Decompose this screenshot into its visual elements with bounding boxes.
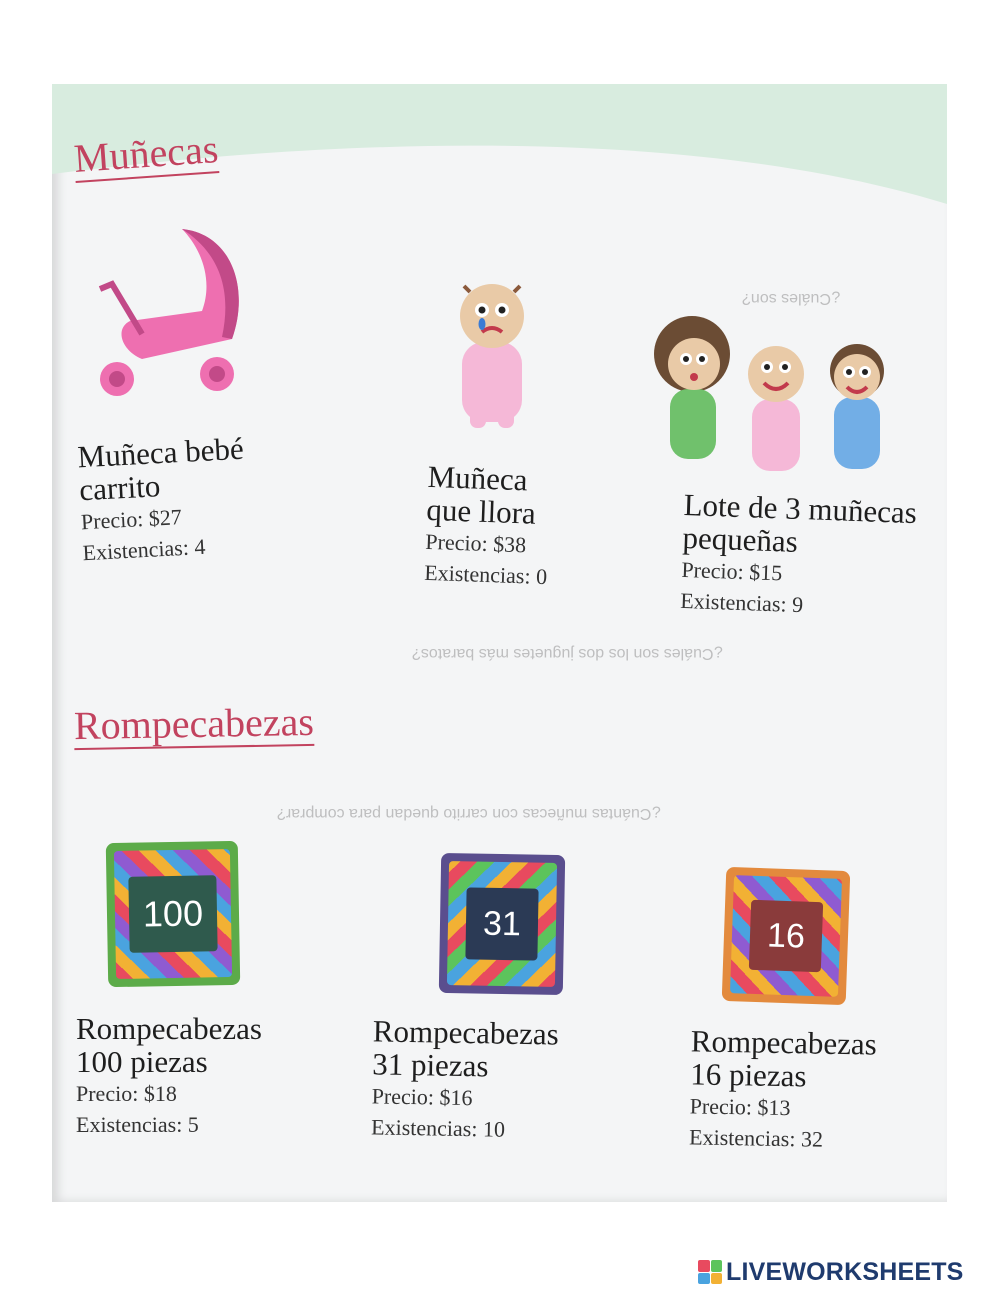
product-rompecabezas-31	[371, 1014, 559, 1145]
product-stock: Existencias: 4	[81, 533, 206, 566]
product-name: Rompecabezas 31 piezas	[371, 1013, 560, 1084]
section-title-munecas: Muñecas	[72, 126, 220, 181]
crying-doll-icon	[442, 274, 542, 434]
puzzle-badge-number: 31	[482, 904, 522, 943]
product-rompecabezas-100	[76, 1012, 262, 1140]
product-price: Precio: $18	[76, 1081, 177, 1106]
product-stock: Existencias: 9	[679, 587, 804, 618]
product-stock: Existencias: 5	[76, 1112, 199, 1137]
product-rompecabezas-16	[689, 1024, 877, 1155]
puzzle-100-icon	[106, 841, 240, 987]
worksheet-page: ¿Cuáles son? ¿Cuáles son los dos juguetes más baratos? ¿Cuántas muñecas con carrito quedan para comprar? Muñecas Muñeca bebé carrito Precio: $27 Existencias: 4 Muñeca que llora Precio: $38 Existencias: 0 Lote de 3 muñecas pequeñas Precio: $15 Existencias: 9 Rompecabezas 100 31 16 Rompecabezas 100 piezas Precio: $18 Existencias: 5 Rompecabezas 31 piezas Precio: $16 Existencias: 10 Rompecabezas 16 piezas Precio: $13 Existencias: 32	[52, 84, 947, 1202]
product-price: Precio: $16	[371, 1083, 473, 1111]
product-name: Muñeca que llora	[425, 458, 537, 531]
puzzle-badge-number: 16	[766, 915, 806, 956]
three-dolls-icon	[652, 309, 902, 479]
product-name: Rompecabezas 100 piezas	[76, 1011, 262, 1079]
product-stock: Existencias: 32	[688, 1124, 824, 1152]
section-title-rompecabezas: Rompecabezas	[73, 698, 315, 749]
puzzle-31-icon	[439, 853, 565, 995]
product-name: Muñeca bebé carrito	[76, 430, 245, 508]
pink-stroller-icon	[82, 219, 247, 409]
product-muneca-bebe-carrito	[77, 432, 250, 569]
product-name: Rompecabezas 16 piezas	[689, 1023, 878, 1094]
product-stock: Existencias: 0	[423, 559, 548, 590]
product-price: Precio: $15	[681, 556, 783, 586]
liveworksheets-mark-icon	[698, 1260, 722, 1284]
product-stock: Existencias: 10	[370, 1114, 506, 1142]
product-name: Lote de 3 muñecas pequeñas	[681, 486, 918, 559]
product-price: Precio: $38	[424, 528, 527, 558]
product-price: Precio: $27	[80, 504, 183, 535]
product-price: Precio: $13	[689, 1093, 791, 1121]
liveworksheets-logo	[698, 1258, 964, 1286]
puzzle-16-icon	[722, 867, 851, 1005]
puzzle-badge-number: 100	[142, 892, 204, 935]
product-muneca-que-llora	[424, 460, 551, 592]
product-lote-3-munecas	[680, 488, 918, 624]
watermark-text: LIVEWORKSHEETS	[726, 1257, 964, 1286]
